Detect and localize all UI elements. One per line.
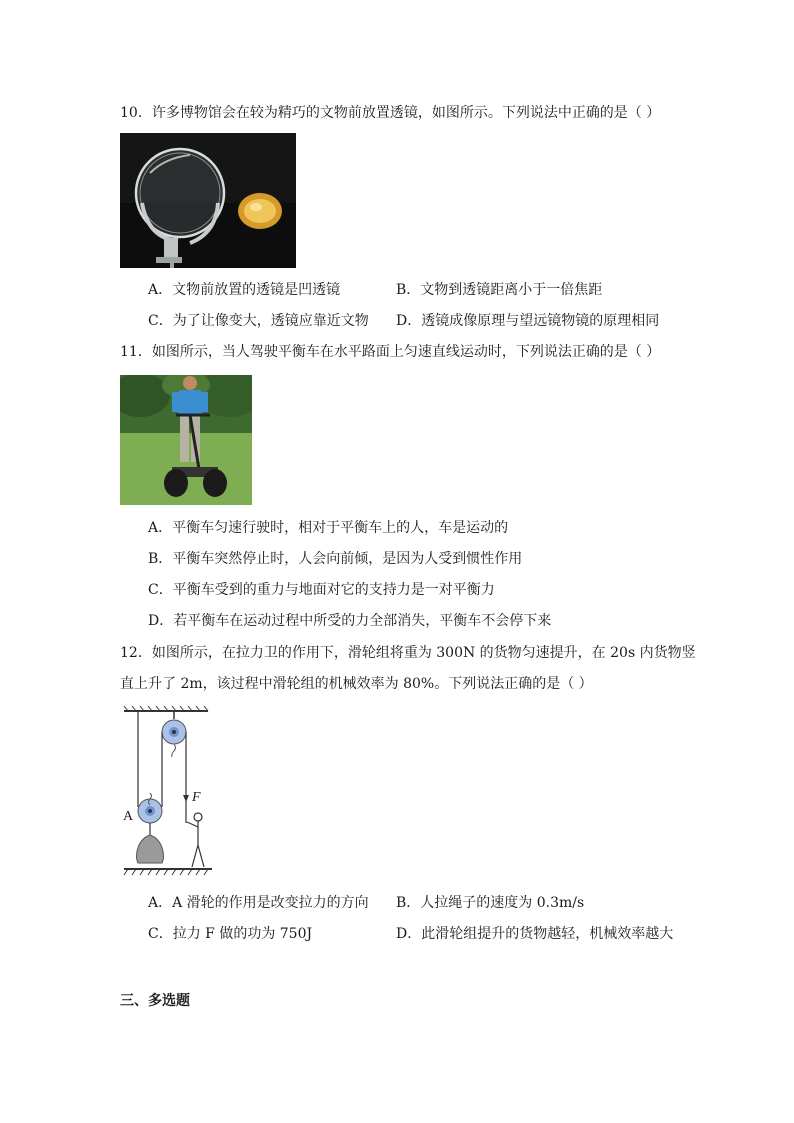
q11-option-b[interactable]: B．平衡车突然停止时，人会向前倾，是因为人受到惯性作用 xyxy=(148,551,523,567)
q10-option-d[interactable]: D．透镜成像原理与望远镜物镜的原理相同 xyxy=(396,313,660,329)
q12-option-d[interactable]: D．此滑轮组提升的货物越轻，机械效率越大 xyxy=(396,926,674,942)
q12-option-a[interactable]: A．A 滑轮的作用是改变拉力的方向 xyxy=(148,895,369,911)
force-f-label: F xyxy=(192,790,201,805)
q10-option-b[interactable]: B．文物到透镜距离小于一倍焦距 xyxy=(396,282,603,298)
pulley-a-label: A xyxy=(123,809,134,824)
q10-stem: 10．许多博物馆会在较为精巧的文物前放置透镜，如图所示。下列说法中正确的是（ ） xyxy=(120,105,661,121)
q10-option-a[interactable]: A．文物前放置的透镜是凹透镜 xyxy=(148,282,341,298)
q10-lens-photo xyxy=(120,133,296,268)
q12-option-c[interactable]: C．拉力 F 做的功为 750J xyxy=(148,926,313,942)
q11-option-a[interactable]: A．平衡车匀速行驶时，相对于平衡车上的人，车是运动的 xyxy=(148,520,509,536)
q10-option-c[interactable]: C．为了让像变大，透镜应靠近文物 xyxy=(148,313,369,329)
q12-pulley-diagram xyxy=(120,705,220,877)
q11-option-c[interactable]: C．平衡车受到的重力与地面对它的支持力是一对平衡力 xyxy=(148,582,495,598)
q12-stem-line1: 12．如图所示，在拉力卫的作用下，滑轮组将重为 300N 的货物匀速提升，在 20s 内货物竖 xyxy=(120,645,696,661)
q12-stem-line2: 直上升了 2m，该过程中滑轮组的机械效率为 80%。下列说法正确的是（ ） xyxy=(120,676,593,692)
section-title: 三、多选题 xyxy=(120,993,190,1009)
q11-option-d[interactable]: D．若平衡车在运动过程中所受的力全部消失，平衡车不会停下来 xyxy=(148,613,552,629)
q11-stem: 11．如图所示，当人驾驶平衡车在水平路面上匀速直线运动时，下列说法正确的是（ ） xyxy=(120,344,661,360)
q12-option-b[interactable]: B．人拉绳子的速度为 0.3m/s xyxy=(396,895,585,911)
q11-balance-car-photo xyxy=(120,375,252,505)
